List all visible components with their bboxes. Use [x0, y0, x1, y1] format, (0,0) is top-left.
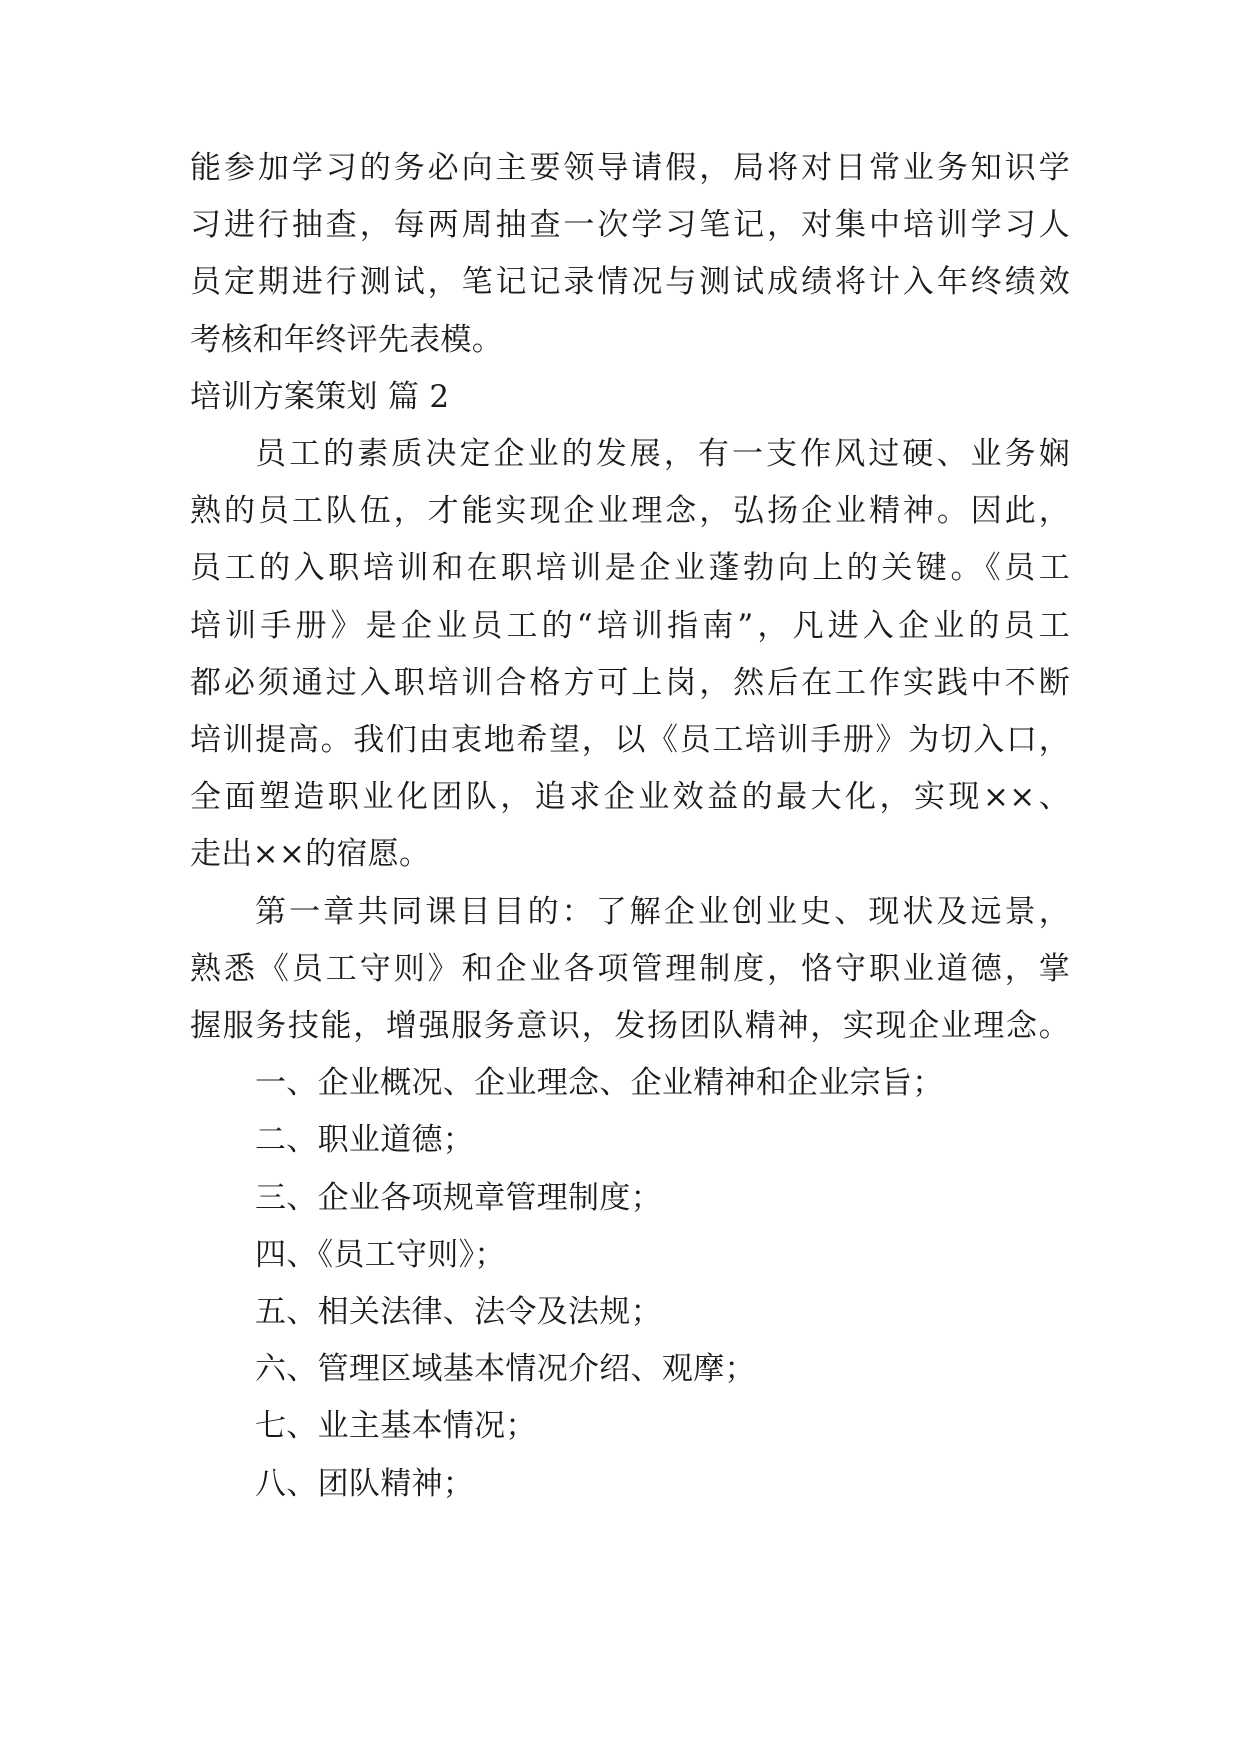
list-item: 六、管理区域基本情况介绍、观摩； — [255, 1351, 756, 1387]
paragraph-line: 习进行抽查，每两周抽查一次学习笔记，对集中培训学习人 — [190, 207, 1070, 243]
list-item: 三、企业各项规章管理制度； — [255, 1180, 662, 1216]
paragraph-line: 员定期进行测试，笔记记录情况与测试成绩将计入年终绩效 — [190, 264, 1070, 300]
section-heading: 培训方案策划 篇 2 — [190, 379, 450, 415]
paragraph-line: 员工的素质决定企业的发展，有一支作风过硬、业务娴 — [255, 436, 1070, 472]
paragraph-line: 第一章共同课目目的：了解企业创业史、现状及远景， — [255, 894, 1070, 930]
paragraph-line: 熟的员工队伍，才能实现企业理念，弘扬企业精神。因此， — [190, 493, 1070, 529]
paragraph-line: 全面塑造职业化团队，追求企业效益的最大化，实现××、 — [190, 779, 1070, 815]
paragraph-line: 熟悉《员工守则》和企业各项管理制度，恪守职业道德，掌 — [190, 951, 1070, 987]
paragraph-line: 能参加学习的务必向主要领导请假，局将对日常业务知识学 — [190, 150, 1070, 186]
paragraph-line: 培训手册》是企业员工的“培训指南”，凡进入企业的员工 — [190, 608, 1070, 644]
list-item: 二、职业道德； — [255, 1122, 475, 1158]
paragraph-line: 员工的入职培训和在职培训是企业蓬勃向上的关键。《员工 — [190, 550, 1070, 586]
paragraph-line: 握服务技能，增强服务意识，发扬团队精神，实现企业理念。 — [190, 1008, 1070, 1044]
list-item: 五、相关法律、法令及法规； — [255, 1294, 662, 1330]
list-item: 八、团队精神； — [255, 1466, 475, 1502]
list-item: 四、《员工守则》； — [255, 1237, 506, 1273]
paragraph-line: 走出××的宿愿。 — [190, 836, 431, 872]
paragraph-line: 培训提高。我们由衷地希望，以《员工培训手册》为切入口， — [190, 722, 1070, 758]
paragraph-line: 考核和年终评先表模。 — [190, 322, 503, 358]
list-item: 七、业主基本情况； — [255, 1408, 537, 1444]
list-item: 一、企业概况、企业理念、企业精神和企业宗旨； — [255, 1065, 944, 1101]
paragraph-line: 都必须通过入职培训合格方可上岗，然后在工作实践中不断 — [190, 665, 1070, 701]
